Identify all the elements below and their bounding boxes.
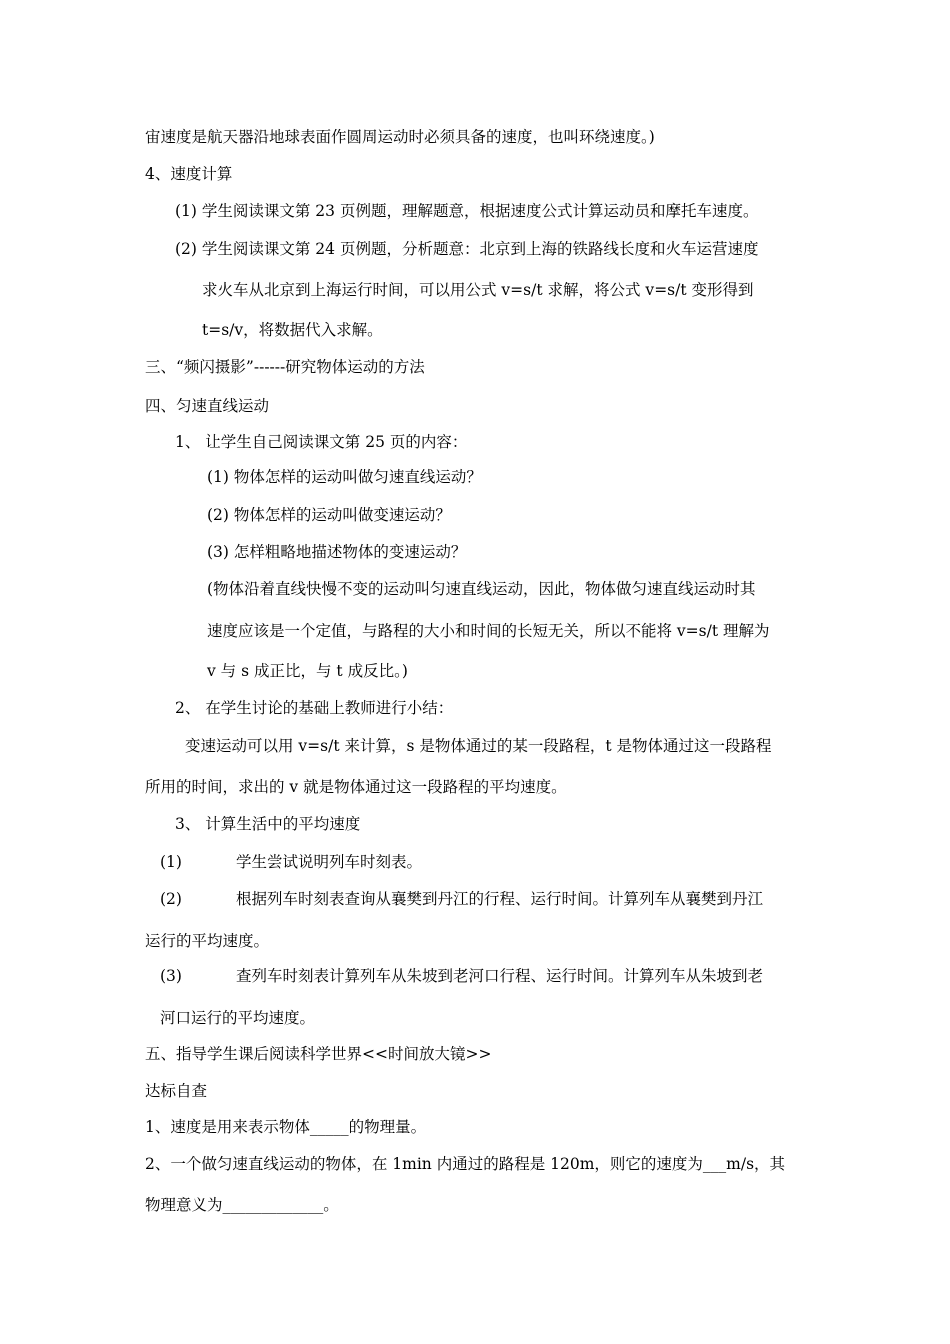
list-item: 1、 让学生自己阅读课文第 25 页的内容： (175, 433, 468, 451)
list-item: 2、 在学生讨论的基础上教师进行小结： (175, 699, 454, 717)
section-heading: 三、“频闪摄影”------研究物体运动的方法 (145, 358, 425, 376)
section-heading: 五、指导学生课后阅读科学世界<<时间放大镜>> (145, 1045, 492, 1063)
exercise-item: 1、速度是用来表示物体_____的物理量。 (145, 1118, 427, 1136)
section-heading: 4、速度计算 (145, 165, 233, 183)
list-item: 3、 计算生活中的平均速度 (175, 815, 361, 833)
text-line: 所用的时间，求出的 v 就是物体通过这一段路程的平均速度。 (145, 778, 567, 796)
text-line: 根据列车时刻表查询从襄樊到丹江的行程、运行时间。计算列车从襄樊到丹江 (236, 890, 764, 908)
list-item: (1) 学生阅读课文第 23 页例题，理解题意，根据速度公式计算运动员和摩托车速度。 (175, 202, 759, 220)
text-line: 查列车时刻表计算列车从朱坡到老河口行程、运行时间。计算列车从朱坡到老 (236, 967, 764, 985)
question-item: (1) 物体怎样的运动叫做匀速直线运动？ (207, 468, 482, 486)
text-line: 物理意义为_____________。 (145, 1196, 339, 1214)
exercise-item: 2、一个做匀速直线运动的物体，在 1min 内通过的路程是 120m，则它的速度为___m/s，其 (145, 1155, 786, 1173)
section-heading: 四、匀速直线运动 (145, 397, 270, 415)
text-line: 变速运动可以用 v=s/t 来计算，s 是物体通过的某一段路程，t 是物体通过这一段路程 (185, 737, 772, 755)
text-line: 求火车从北京到上海运行时间，可以用公式 v=s/t 求解，将公式 v=s/t 变形得到 (202, 281, 754, 299)
text-line: 宙速度是航天器沿地球表面作圆周运动时必须具备的速度，也叫环绕速度。) (145, 128, 655, 146)
question-item: (2) 物体怎样的运动叫做变速运动？ (207, 506, 451, 524)
item-number: (2) (160, 890, 182, 908)
section-heading: 达标自查 (145, 1082, 208, 1100)
list-item: (2) 学生阅读课文第 24 页例题，分析题意：北京到上海的铁路线长度和火车运营速度 (175, 240, 759, 258)
text-line: 速度应该是一个定值，与路程的大小和时间的长短无关，所以不能将 v=s/t 理解为 (207, 622, 770, 640)
text-line: 运行的平均速度。 (145, 932, 270, 950)
text-line: 河口运行的平均速度。 (160, 1009, 316, 1027)
question-item: (3) 怎样粗略地描述物体的变速运动？ (207, 543, 467, 561)
text-line: t=s/v，将数据代入求解。 (202, 321, 383, 339)
text-line: 学生尝试说明列车时刻表。 (236, 853, 423, 871)
text-line: (物体沿着直线快慢不变的运动叫匀速直线运动，因此，物体做匀速直线运动时其 (207, 580, 756, 598)
item-number: (1) (160, 853, 182, 871)
item-number: (3) (160, 967, 182, 985)
text-line: v 与 s 成正比，与 t 成反比。) (207, 662, 408, 680)
